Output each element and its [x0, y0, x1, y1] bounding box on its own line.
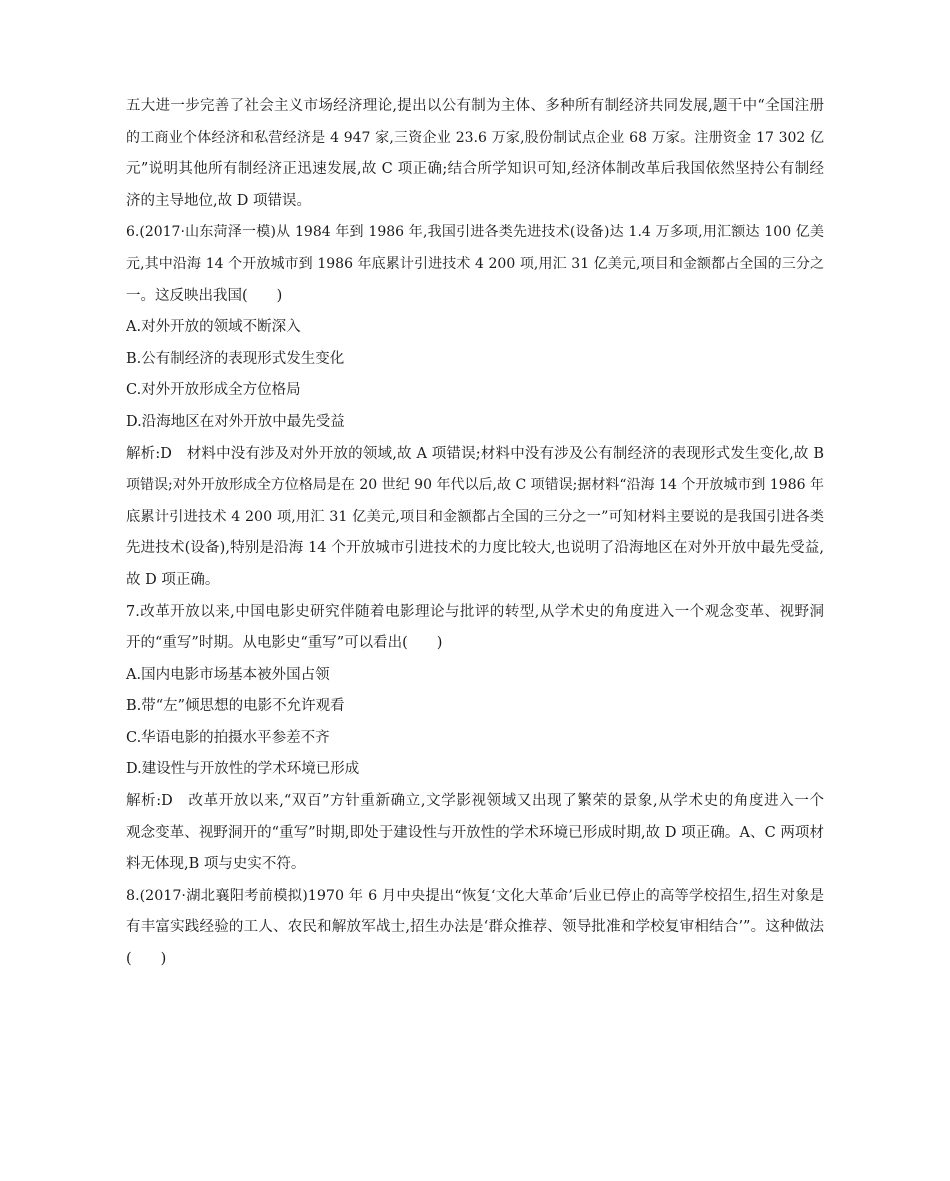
- question-7-stem: 开的“重写”时期。从电影史“重写”可以看出( ): [126, 635, 443, 652]
- question-7-stem: 7.改革开放以来,中国电影史研究伴随着电影理论与批评的转型,从学术史的角度进入一个观念变革、视野洞: [126, 603, 824, 620]
- question-6-option-b: B.公有制经济的表现形式发生变化: [126, 350, 345, 367]
- text-line: 的工商业个体经济和私营经济是 4 947 家,三资企业 23.6 万家,股份制试点企业 68 万家。注册资金 17 302 亿: [126, 129, 824, 146]
- question-6-option-a: A.对外开放的领域不断深入: [126, 319, 301, 336]
- question-6-option-d: D.沿海地区在对外开放中最先受益: [126, 413, 345, 430]
- question-6-analysis: 故 D 项正确。: [126, 571, 220, 588]
- question-7-option-b: B.带“左”倾思想的电影不允许观看: [126, 698, 345, 715]
- question-6-stem: 元,其中沿海 14 个开放城市到 1986 年底累计引进技术 4 200 项,用汇 31 亿美元,项目和金额都占全国的三分之: [126, 255, 824, 272]
- text-line: 五大进一步完善了社会主义市场经济理论,提出以公有制为主体、多种所有制经济共同发展,题干中“全国注册: [126, 98, 824, 114]
- question-6-analysis: 底累计引进技术 4 200 项,用汇 31 亿美元,项目和金额都占全国的三分之一”可知材料主要说的是我国引进各类: [126, 508, 824, 525]
- question-6-analysis: 项错误;对外开放形成全方位格局是在 20 世纪 90 年代以后,故 C 项错误;据材料“沿海 14 个开放城市到 1986 年: [126, 477, 824, 494]
- question-8-stem: ( ): [126, 951, 167, 968]
- question-7-analysis: 观念变革、视野洞开的“重写”时期,即处于建设性与开放性的学术环境已形成时期,故 D 项正确。A、C 两项材: [126, 824, 824, 841]
- question-8-stem: 有丰富实践经验的工人、农民和解放军战士,招生办法是‘群众推荐、领导批准和学校复审相结合’”。这种做法: [126, 919, 824, 936]
- question-6-analysis: 先进技术(设备),特别是沿海 14 个开放城市引进技术的力度比较大,也说明了沿海地区在对外开放中最先受益,: [126, 540, 824, 557]
- question-7-analysis: 解析:D 改革开放以来,“双百”方针重新确立,文学影视领域又出现了繁荣的景象,从学术史的角度进入一个: [126, 793, 824, 810]
- question-6-stem: 一。这反映出我国( ): [126, 287, 283, 304]
- question-7-option-d: D.建设性与开放性的学术环境已形成: [126, 761, 360, 778]
- question-7-option-c: C.华语电影的拍摄水平参差不齐: [126, 729, 330, 746]
- question-7-option-a: A.国内电影市场基本被外国占领: [126, 666, 330, 683]
- question-8-stem: 8.(2017·湖北襄阳考前模拟)1970 年 6 月中央提出“恢复‘文化大革命’后业已停止的高等学校招生,招生对象是: [126, 887, 824, 904]
- question-7-analysis: 料无体现,B 项与史实不符。: [126, 856, 306, 873]
- text-line: 元”说明其他所有制经济正迅速发展,故 C 项正确;结合所学知识可知,经济体制改革后我国依然坚持公有制经: [126, 161, 824, 178]
- question-6-stem: 6.(2017·山东菏泽一模)从 1984 年到 1986 年,我国引进各类先进技术(设备)达 1.4 万多项,用汇额达 100 亿美: [126, 224, 824, 241]
- question-6-analysis: 解析:D 材料中没有涉及对外开放的领域,故 A 项错误;材料中没有涉及公有制经济的表现形式发生变化,故 B: [126, 445, 824, 462]
- text-line: 济的主导地位,故 D 项错误。: [126, 192, 311, 209]
- question-6-option-c: C.对外开放形成全方位格局: [126, 382, 301, 399]
